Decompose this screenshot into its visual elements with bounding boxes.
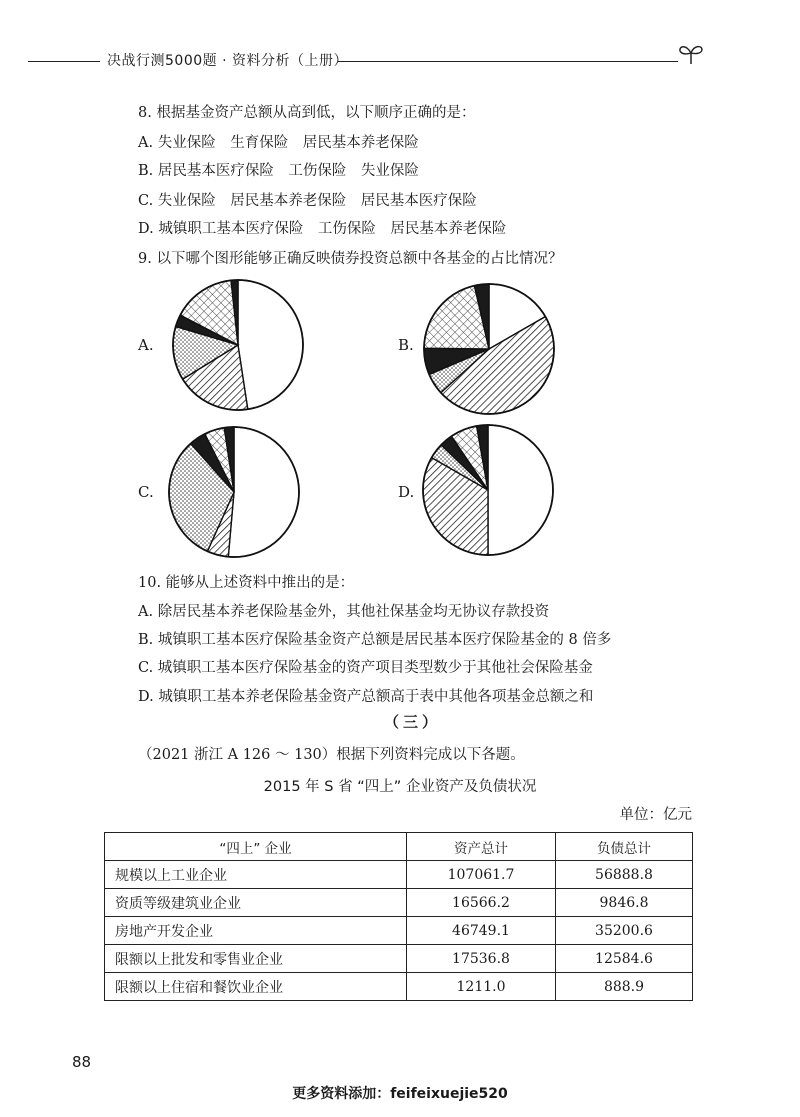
q10-option-c: C. 城镇职工基本医疗保险基金的资产项目类型数少于其他社会保险基金 — [138, 660, 593, 676]
row-name: 规模以上工业企业 — [105, 861, 407, 889]
row-name: 限额以上批发和零售业企业 — [105, 945, 407, 973]
q10-option-a: A. 除居民基本养老保险基金外，其他社保基金均无协议存款投资 — [138, 604, 550, 620]
q9-stem: 9. 以下哪个图形能够正确反映债券投资总额中各基金的占比情况？ — [138, 251, 563, 267]
data-table — [104, 832, 693, 1001]
header-rule-left — [28, 61, 100, 62]
watermark-text: 更多资料添加：feifeixuejie520 — [292, 1086, 508, 1102]
row-name: 限额以上住宿和餐饮业企业 — [105, 973, 407, 1001]
q8-option-a: A. 失业保险 生育保险 居民基本养老保险 — [138, 135, 419, 151]
running-header-title: 决战行测5000题 · 资料分析（上册） — [107, 53, 348, 69]
section-title: （三） — [384, 713, 442, 731]
pie-chart-d — [420, 422, 556, 558]
q10-stem: 10. 能够从上述资料中推出的是： — [138, 575, 355, 591]
row-assets: 16566.2 — [407, 889, 556, 917]
row-liabilities: 888.9 — [556, 973, 693, 1001]
table-header-row — [105, 833, 693, 861]
table-row — [105, 973, 693, 1001]
pie-chart-b — [421, 281, 557, 417]
table-row — [105, 861, 693, 889]
column-header-liabilities: 负债总计 — [556, 833, 693, 861]
pie-d-slice-1 — [488, 425, 553, 555]
pie-a-label: A. — [138, 336, 154, 354]
row-liabilities: 56888.8 — [556, 861, 693, 889]
q8-option-d: D. 城镇职工基本医疗保险 工伤保险 居民基本养老保险 — [138, 221, 507, 237]
row-liabilities: 9846.8 — [556, 889, 693, 917]
table-title: 2015 年 S 省 “四上” 企业资产及负债状况 — [263, 779, 537, 795]
table-row — [105, 945, 693, 973]
row-assets: 46749.1 — [407, 917, 556, 945]
pie-c-slice-1 — [228, 427, 299, 557]
row-name: 资质等级建筑业企业 — [105, 889, 407, 917]
q8-stem: 8. 根据基金资产总额从高到低，以下顺序正确的是： — [138, 105, 476, 121]
pie-d-label: D. — [398, 483, 415, 501]
row-assets: 17536.8 — [407, 945, 556, 973]
pie-c-label: C. — [138, 483, 154, 501]
row-assets: 1211.0 — [407, 973, 556, 1001]
pie-b-label: B. — [398, 336, 414, 354]
column-header-enterprise: “四上” 企业 — [105, 833, 407, 861]
column-header-assets: 资产总计 — [407, 833, 556, 861]
row-liabilities: 35200.6 — [556, 917, 693, 945]
page-number: 88 — [72, 1053, 92, 1071]
section-intro: （2021 浙江 A 126 ～ 130）根据下列资料完成以下各题。 — [138, 747, 525, 763]
table-row — [105, 917, 693, 945]
q10-option-b: B. 城镇职工基本医疗保险基金资产总额是居民基本医疗保险基金的 8 倍多 — [138, 632, 612, 648]
pie-chart-c — [166, 424, 302, 560]
table-unit: 单位：亿元 — [619, 807, 692, 823]
q10-option-d: D. 城镇职工基本养老保险基金资产总额高于表中其他各项基金总额之和 — [138, 689, 594, 705]
table-row — [105, 889, 693, 917]
header-rule-right — [338, 61, 678, 62]
row-liabilities: 12584.6 — [556, 945, 693, 973]
pie-chart-a — [170, 277, 306, 413]
pie-a-slice-1 — [238, 280, 303, 409]
q8-option-c: C. 失业保险 居民基本养老保险 居民基本医疗保险 — [138, 193, 477, 209]
sprout-icon — [676, 40, 706, 66]
row-name: 房地产开发企业 — [105, 917, 407, 945]
row-assets: 107061.7 — [407, 861, 556, 889]
q8-option-b: B. 居民基本医疗保险 工伤保险 失业保险 — [138, 163, 419, 179]
